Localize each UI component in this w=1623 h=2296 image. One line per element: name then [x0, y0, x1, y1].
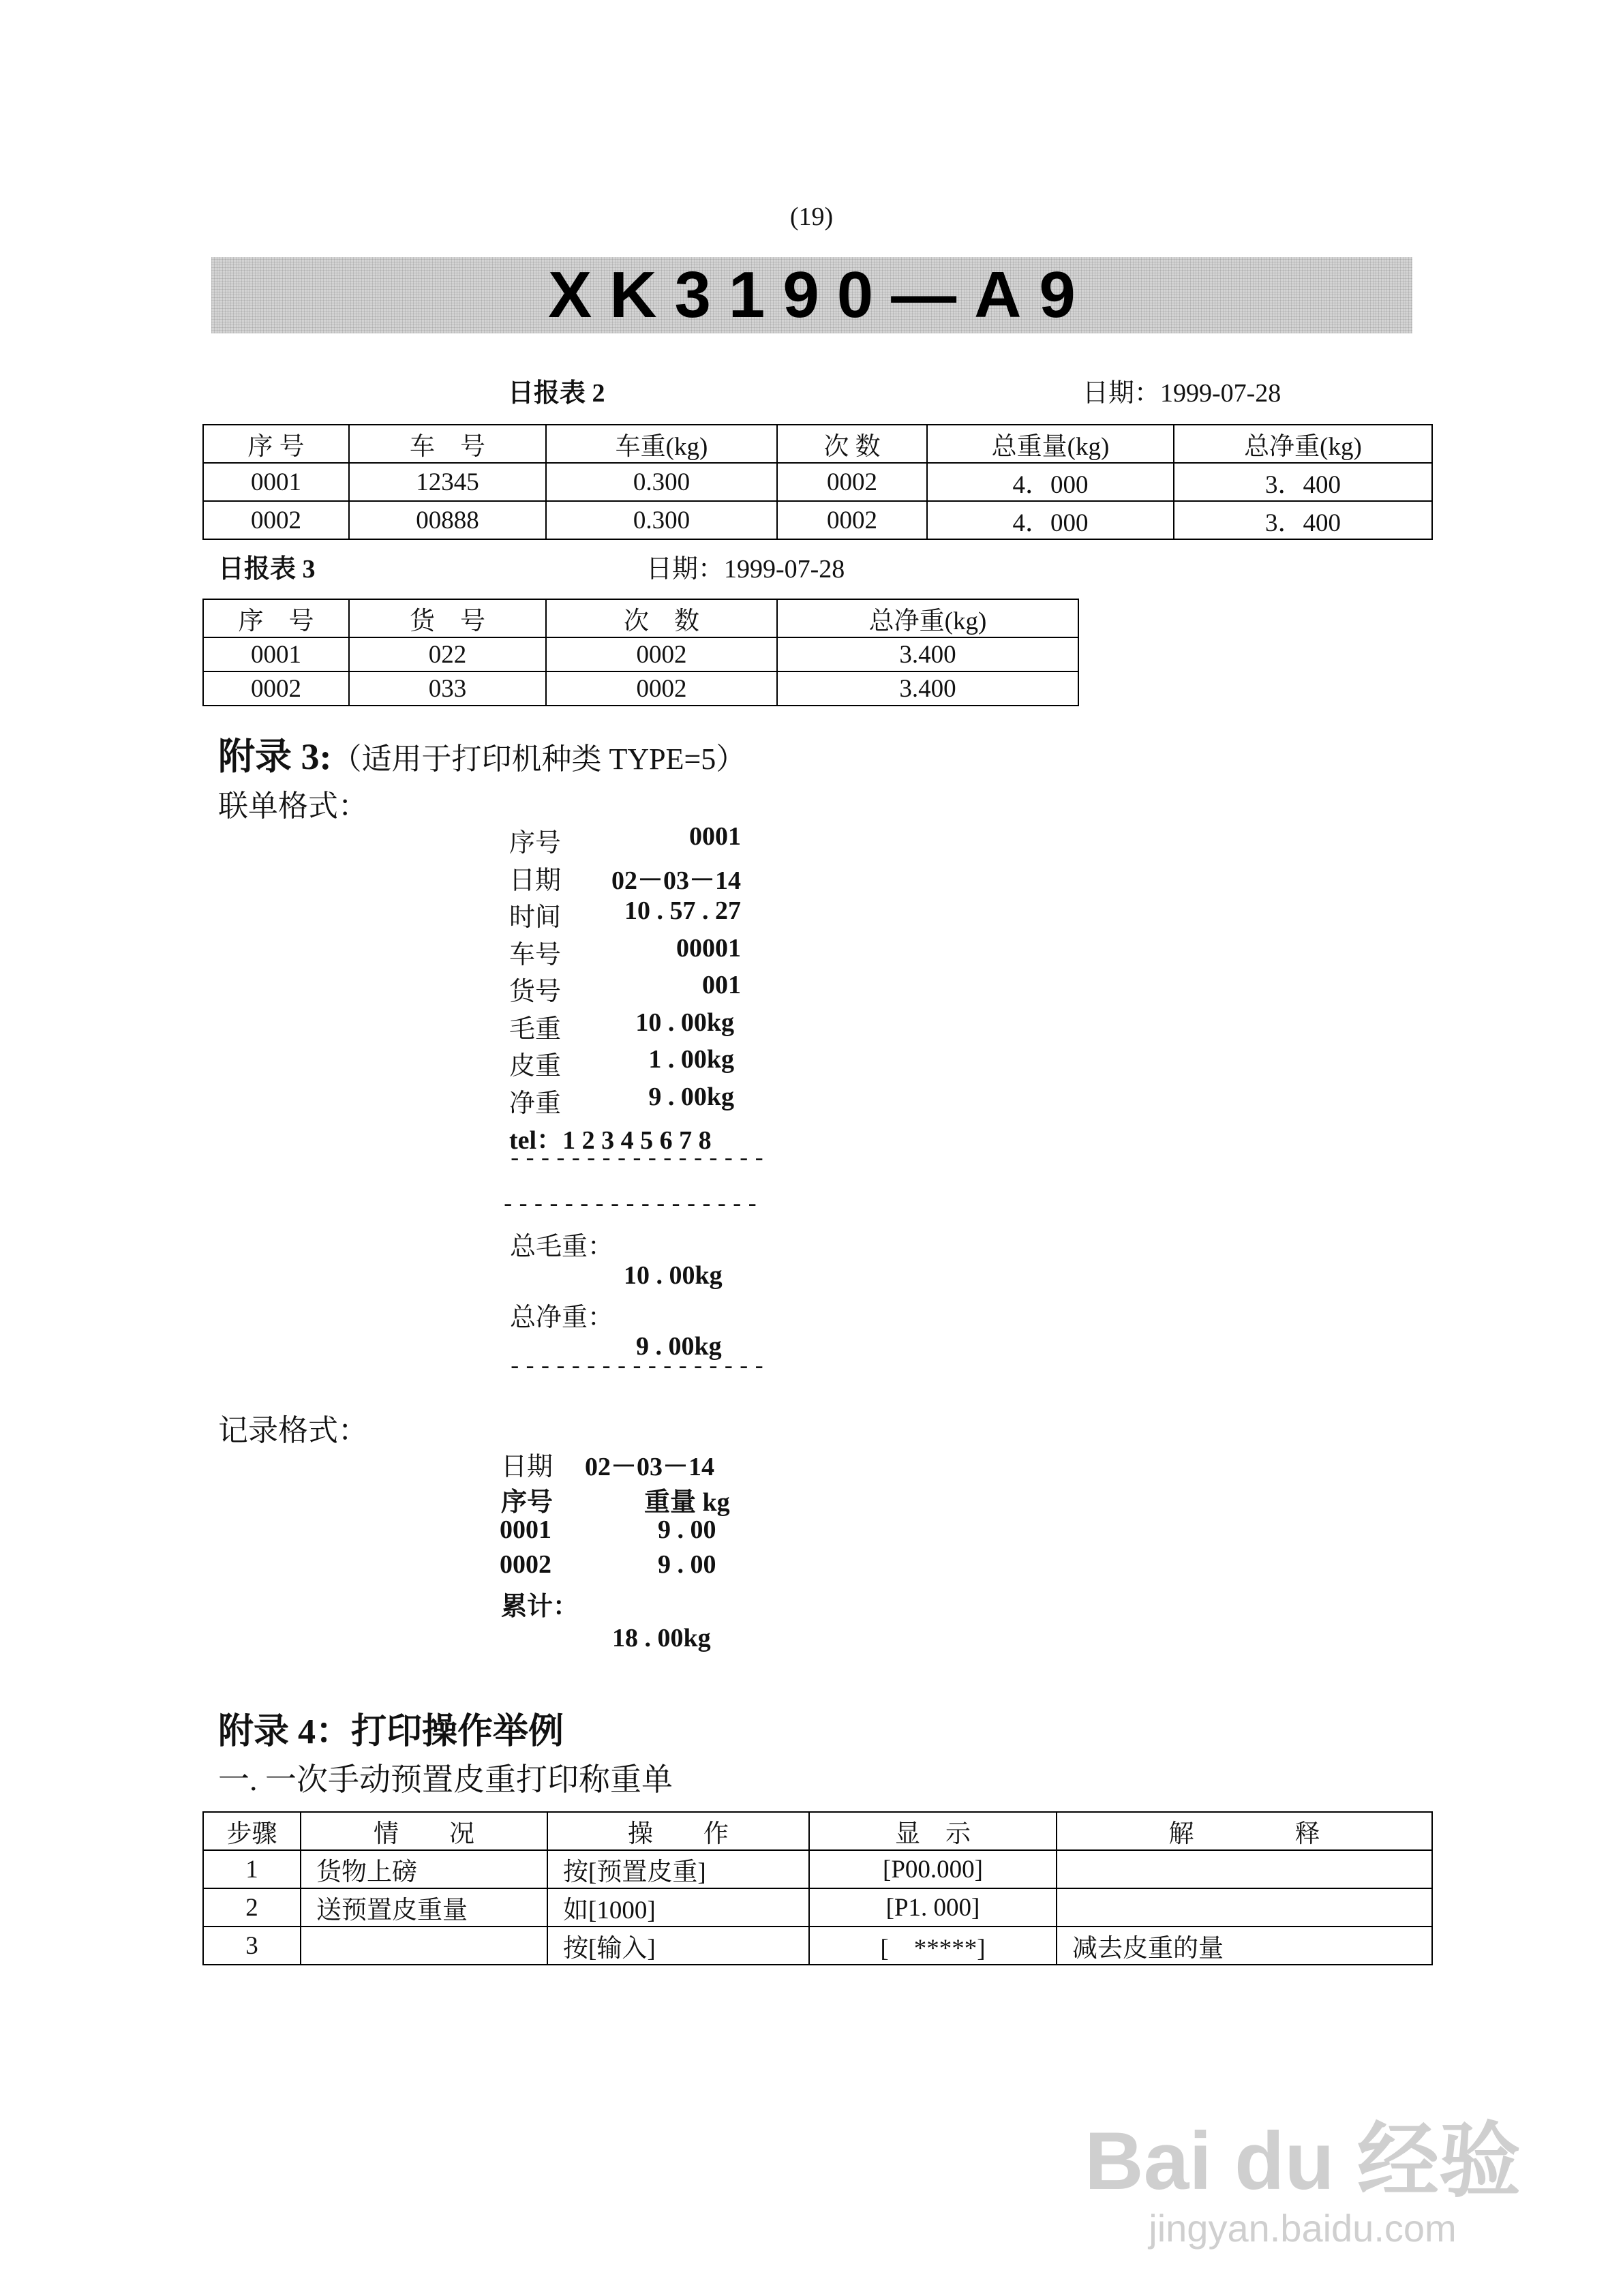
header-cell: 序 号	[203, 425, 349, 463]
header-cell: 步骤	[203, 1812, 301, 1850]
report3-date: 日期：1999-07-28	[646, 555, 845, 584]
appendix4-heading: 附录 4：打印操作举例	[218, 1712, 564, 1751]
table-cell: 1	[203, 1850, 301, 1888]
ticket-format-label: 联单格式：	[218, 789, 368, 823]
ticket-line	[509, 859, 741, 896]
header-cell: 操 作	[547, 1812, 809, 1850]
appendix3-note: （适用于打印机种类 TYPE=5）	[331, 742, 746, 776]
table-cell: 2	[203, 1888, 301, 1927]
ticket-line	[509, 821, 741, 859]
table-cell: 0002	[203, 501, 349, 539]
record-date-value: 02－03－14	[585, 1453, 715, 1481]
table-cell: 送预置皮重量	[301, 1888, 547, 1927]
record-date-label: 日期	[501, 1453, 553, 1481]
table-row	[203, 1850, 1432, 1888]
table-cell: 0.300	[546, 501, 777, 539]
ticket-label: 货号	[509, 978, 562, 1006]
table-cell: 3.400	[777, 637, 1078, 671]
table-cell: 按[预置皮重]	[547, 1850, 809, 1888]
ticket-line	[509, 1044, 741, 1082]
table-header-row	[203, 599, 1078, 637]
table-row	[203, 501, 1432, 539]
table-cell: 0002	[546, 637, 777, 671]
header-cell: 总净重(kg)	[1174, 425, 1432, 463]
report2-table	[202, 424, 1433, 540]
table-cell: 按[输入]	[547, 1927, 809, 1965]
table-cell: 12345	[349, 463, 546, 501]
ticket-value: 0001	[689, 822, 741, 851]
watermark-url: jingyan.baidu.com	[1149, 2207, 1457, 2250]
header-cell: 总重量(kg)	[927, 425, 1174, 463]
table-row	[203, 671, 1078, 706]
ticket-value: 9 . 00kg	[648, 1082, 734, 1111]
record-no: 0002	[500, 1550, 551, 1579]
header-cell: 序 号	[203, 599, 349, 637]
header-cell: 货 号	[349, 599, 546, 637]
separator-line: -----------------	[508, 1147, 768, 1173]
ticket-label: 车号	[509, 940, 562, 969]
table-cell	[1057, 1850, 1432, 1888]
separator-line: -----------------	[508, 1355, 768, 1381]
table-cell: 0002	[203, 671, 349, 706]
header-cell: 车重(kg)	[546, 425, 777, 463]
table-cell: 0002	[777, 501, 927, 539]
table-header-row	[203, 1812, 1432, 1850]
ticket-label: 时间	[509, 903, 562, 932]
table-cell: 货物上磅	[301, 1850, 547, 1888]
table-cell: 减去皮重的量	[1057, 1927, 1432, 1965]
ticket-label: 毛重	[509, 1014, 562, 1044]
table-cell: 022	[349, 637, 546, 671]
record-sum-label: 累计：	[501, 1592, 579, 1621]
table-row	[203, 463, 1432, 501]
record-weight: 9 . 00	[658, 1550, 716, 1579]
table-cell: 0001	[203, 637, 349, 671]
table-cell: [ *****]	[809, 1927, 1057, 1965]
ticket-line	[509, 896, 741, 933]
record-header-label: 序号	[501, 1488, 553, 1517]
table-cell: [P1. 000]	[809, 1888, 1057, 1927]
record-header-value: 重量 kg	[644, 1488, 730, 1517]
report3-title: 日报表 3	[218, 555, 316, 584]
table-cell	[1057, 1888, 1432, 1927]
page-number: (19)	[789, 202, 834, 231]
ticket-value: 1 2 3 4 5 6 7 8	[562, 1126, 712, 1155]
table-cell: 3	[203, 1927, 301, 1965]
table-row	[203, 637, 1078, 671]
table-row	[203, 1927, 1432, 1965]
ticket-value: 10 . 00kg	[635, 1008, 734, 1037]
table-cell: 3．400	[1174, 501, 1432, 539]
table-cell: 00888	[349, 501, 546, 539]
ticket-label: 净重	[509, 1089, 562, 1118]
ticket-line	[509, 933, 741, 971]
ticket-value: 1 . 00kg	[648, 1045, 734, 1074]
ticket-label: 序号	[509, 829, 562, 858]
report2-title: 日报表 2	[508, 379, 605, 408]
ticket-block	[509, 821, 741, 1156]
appendix4-subheading: 一. 一次手动预置皮重打印称重单	[218, 1762, 673, 1797]
table-cell: 4．000	[927, 501, 1174, 539]
header-cell: 情 况	[301, 1812, 547, 1850]
total-net-value: 9 . 00kg	[636, 1332, 722, 1361]
appendix3-heading-line	[218, 727, 746, 780]
header-cell: 显 示	[809, 1812, 1057, 1850]
operation-table	[202, 1811, 1433, 1965]
table-header-row	[203, 425, 1432, 463]
ticket-value: 02－03－14	[611, 866, 741, 895]
table-cell: 4．000	[927, 463, 1174, 501]
report2-date: 日期：1999-07-28	[1082, 379, 1281, 408]
total-gross-label: 总毛重：	[510, 1233, 614, 1261]
table-cell: 0001	[203, 463, 349, 501]
ticket-label: 日期	[509, 866, 562, 895]
header-cell: 总净重(kg)	[777, 599, 1078, 637]
table-cell: 3.400	[777, 671, 1078, 706]
record-weight: 9 . 00	[658, 1515, 716, 1544]
record-no: 0001	[500, 1515, 551, 1544]
ticket-label: tel：	[509, 1126, 563, 1155]
ticket-value: 10 . 57 . 27	[624, 896, 741, 925]
ticket-value: 001	[702, 971, 741, 999]
table-row	[203, 1888, 1432, 1927]
table-cell: 0002	[777, 463, 927, 501]
baidu-watermark	[1084, 2115, 1521, 2250]
ticket-line	[509, 1082, 741, 1119]
total-net-label: 总净重：	[510, 1303, 614, 1332]
table-cell: 033	[349, 671, 546, 706]
watermark-brand: Bai du 经验	[1084, 2115, 1521, 2207]
appendix3-heading: 附录 3:	[218, 736, 332, 777]
table-cell	[301, 1927, 547, 1965]
table-cell: 0.300	[546, 463, 777, 501]
header-cell: 车 号	[349, 425, 546, 463]
table-cell: 如[1000]	[547, 1888, 809, 1927]
header-cell: 次 数	[777, 425, 927, 463]
record-sum-value: 18 . 00kg	[612, 1624, 711, 1652]
total-gross-value: 10 . 00kg	[624, 1261, 723, 1290]
separator-line: -----------------	[501, 1193, 761, 1219]
header-cell: 次 数	[546, 599, 777, 637]
header-cell: 解 释	[1057, 1812, 1432, 1850]
title-banner	[211, 257, 1412, 333]
ticket-label: 皮重	[509, 1052, 562, 1081]
table-cell: 0002	[546, 671, 777, 706]
table-cell: [P00.000]	[809, 1850, 1057, 1888]
ticket-value: 00001	[676, 933, 741, 963]
ticket-line	[509, 970, 741, 1008]
table-cell: 3．400	[1174, 463, 1432, 501]
banner-title: XK3190—A9	[548, 258, 1093, 331]
record-format-label: 记录格式：	[218, 1414, 368, 1447]
report3-table	[202, 599, 1079, 706]
ticket-line	[509, 1008, 741, 1045]
